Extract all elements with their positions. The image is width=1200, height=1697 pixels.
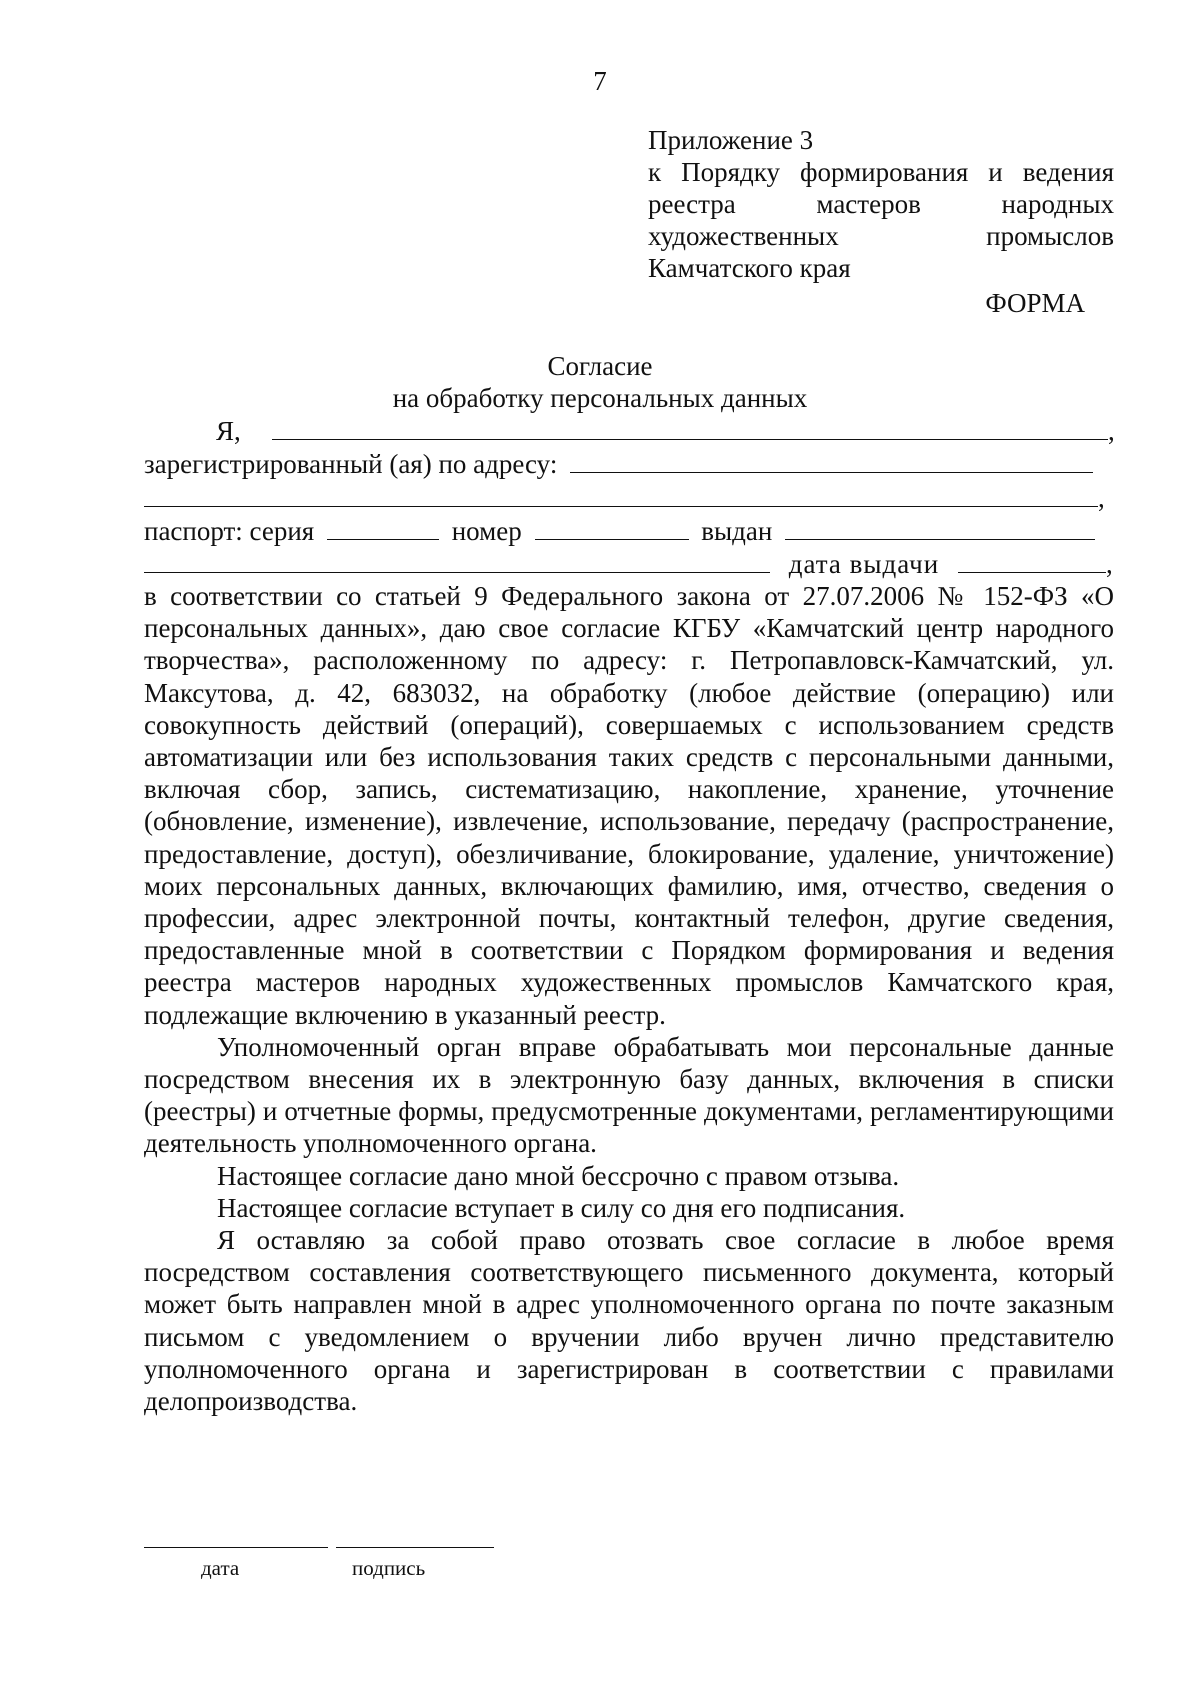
page-number: 7 <box>593 66 607 96</box>
appendix-line: реестра мастеров народных <box>648 189 1114 219</box>
passport-number-field[interactable] <box>535 515 689 540</box>
title-line-1: Согласие <box>547 351 653 381</box>
passport-series-label: паспорт: серия <box>144 516 315 546</box>
issued-by-continuation-field[interactable] <box>144 548 770 573</box>
address-line <box>144 448 1093 480</box>
passport-series-field[interactable] <box>327 515 439 540</box>
appendix-line: Камчатского края <box>648 253 851 283</box>
appendix-block <box>648 124 1114 284</box>
issue-date-label: дата выдачи <box>788 549 940 579</box>
appendix-line: к Порядку формирования и ведения <box>648 157 1114 187</box>
form-label: ФОРМА <box>985 288 1085 318</box>
name-field-row <box>272 415 1115 447</box>
comma: , <box>1105 549 1113 579</box>
i-label: Я, <box>216 416 241 446</box>
date-label: дата <box>201 1556 240 1580</box>
signature-label: подпись <box>352 1556 426 1580</box>
address-continuation-field[interactable] <box>144 482 1098 507</box>
date-signature-line[interactable] <box>144 1547 328 1548</box>
issue-date-line <box>144 548 1113 580</box>
consent-paragraph: Я оставляю за собой право отозвать свое согласие в любое время посредством составления соответствующего письменного документа, который может быть направлен мной в адрес уполномоченного органа по почте заказным письмом с уведомлением о вручении либо вручен лично представителю уполномоченного органа и зарегистрирован в соответствии с правилами делопроизводства. <box>144 1225 1114 1417</box>
comma: , <box>1098 483 1105 513</box>
signature-line[interactable] <box>336 1547 494 1548</box>
consent-paragraph: Уполномоченный орган вправе обрабатывать мои персональные данные посредством внесения их в электронную базу данных, включения в списки (реестры) и отчетные формы, предусмотренные документами, регламентирующими деятельность уполномоченного органа. <box>144 1031 1114 1159</box>
appendix-line: художественных промыслов <box>648 221 1114 251</box>
name-line <box>216 415 241 447</box>
title-line-2: на обработку персональных данных <box>392 383 808 413</box>
number-label: номер <box>451 516 522 546</box>
consent-body <box>144 580 1114 1417</box>
comma: , <box>1108 416 1115 446</box>
address-field[interactable] <box>570 448 1093 473</box>
passport-line <box>144 515 1095 547</box>
issued-by-field[interactable] <box>785 515 1095 540</box>
consent-paragraph: Настоящее согласие вступает в силу со дня его подписания. <box>217 1192 906 1223</box>
issue-date-field[interactable] <box>958 548 1106 573</box>
document-title <box>0 350 1200 414</box>
consent-paragraph: в соответствии со статьей 9 Федерального закона от 27.07.2006 № 152-ФЗ «О персональных данных», даю свое согласие КГБУ «Камчатский центр народного творчества», расположенному по адресу: г. Петропавловск-Камчатский, ул. Максутова, д. 42, 683032, на обработку (любое действие (операцию) или совокупность действий (операций), совершаемых с использованием средств автоматизации или без использования таких средств с персональными данными, включая сбор, запись, систематизацию, накопление, хранение, уточнение (обновление, изменение), извлечение, использование, передачу (распространение, предоставление, доступ), обезличивание, блокирование, удаление, уничтожение) моих персональных данных, включающих фамилию, имя, отчество, сведения о профессии, адрес электронной почты, контактный телефон, другие сведения, предоставленные мной в соответствии с Порядком формирования и ведения реестра мастеров народных художественных промыслов Камчатского края, подлежащие включению в указанный реестр. <box>144 581 1114 1030</box>
address-label: зарегистрированный (ая) по адресу: <box>144 449 558 479</box>
appendix-line: Приложение 3 <box>648 125 814 155</box>
full-name-field[interactable] <box>272 415 1108 440</box>
address-continuation-line <box>144 482 1105 514</box>
issued-label: выдан <box>701 516 773 546</box>
consent-paragraph: Настоящее согласие дано мной бессрочно с правом отзыва. <box>217 1160 900 1191</box>
